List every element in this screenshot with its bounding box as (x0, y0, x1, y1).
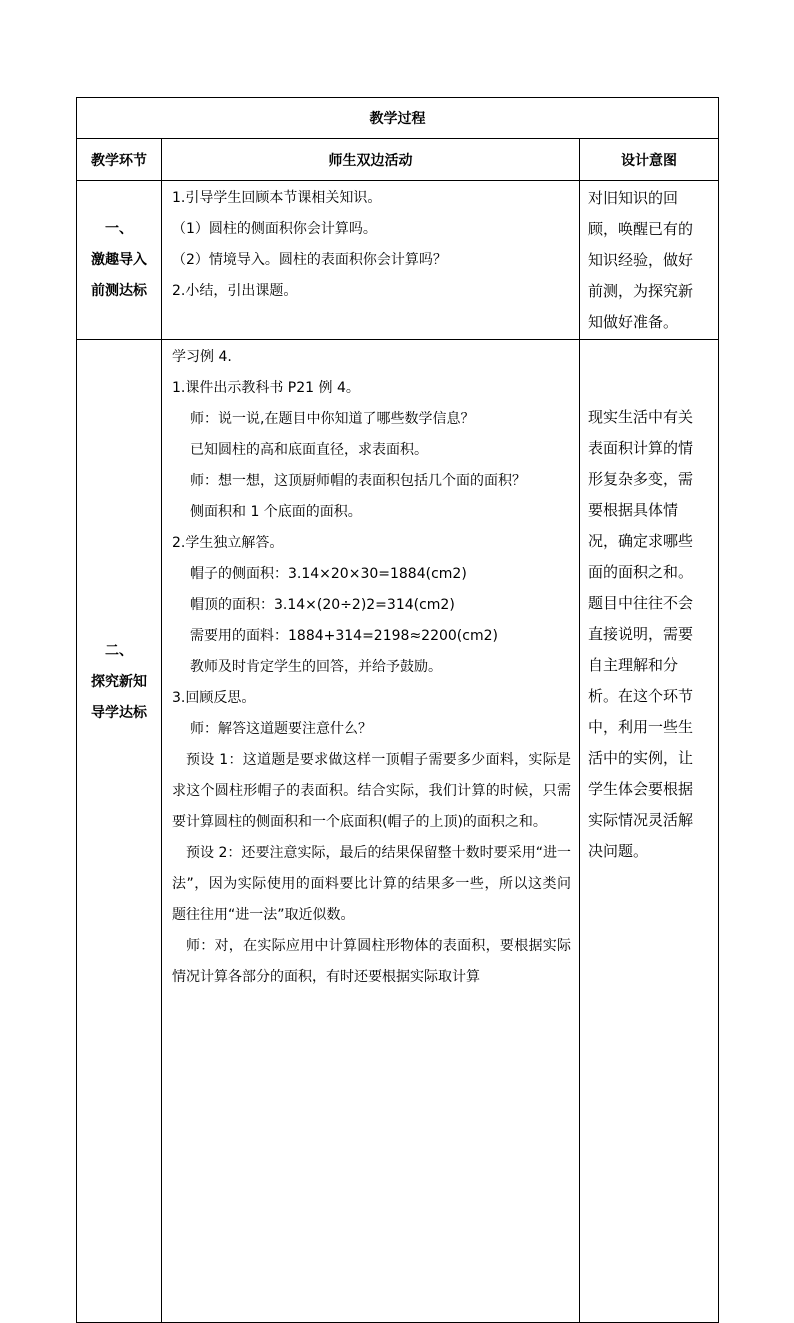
activity-2-line: 侧面积和 1 个底面的面积。 (190, 504, 362, 520)
design-2-line: 面的面积之和。 (588, 563, 694, 581)
activity-2-paragraph: 师：对，在实际应用中计算圆柱形物体的表面积，要根据实际情况计算各部分的面积，有时还要根据实际取计算 (172, 938, 571, 985)
design-2-line: 实际情况灵活解 (588, 811, 694, 829)
design-1-line: 知识经验，做好 (588, 251, 694, 269)
activity-2-line: 需要用的面料：1884+314=2198≈2200(cm2) (190, 628, 498, 644)
activity-2-line: 师：说一说,在题目中你知道了哪些数学信息？ (190, 411, 475, 427)
header-design: 设计意图 (580, 139, 719, 181)
stage-1-line-1: 激趣导入 (91, 251, 147, 268)
design-2-line: 自主理解和分 (588, 656, 679, 674)
design-2-line: 现实生活中有关 (588, 408, 694, 426)
activity-1-line: 2.小结，引出课题。 (172, 283, 298, 299)
activity-1-line: 1.引导学生回顾本节课相关知识。 (172, 190, 382, 206)
design-2-line: 表面积计算的情 (588, 439, 694, 457)
stage-2-number: 二、 (105, 643, 133, 659)
design-2-line: 析。在这个环节 (588, 687, 694, 705)
stage-1-line-2: 前测达标 (91, 282, 147, 299)
design-2-line: 况，确定求哪些 (588, 532, 694, 550)
activity-cell-1 (162, 181, 580, 340)
design-1-line: 顾，唤醒已有的 (588, 220, 694, 238)
activity-2-line: 已知圆柱的高和底面直径，求表面积。 (190, 442, 428, 458)
stage-cell-2 (77, 340, 162, 1323)
activity-2-line: 师：解答这道题要注意什么？ (190, 721, 372, 737)
design-2-line: 要根据具体情 (588, 501, 679, 519)
design-2-line: 直接说明，需要 (588, 625, 694, 643)
design-1-line: 对旧知识的回 (588, 189, 679, 207)
stage-2-line-1: 探究新知 (91, 674, 147, 690)
design-2-line: 中，利用一些生 (588, 718, 694, 736)
activity-2-line: 教师及时肯定学生的回答，并给予鼓励。 (190, 659, 442, 675)
design-2-line: 学生体会要根据 (588, 780, 694, 798)
activity-2-line: 2.学生独立解答。 (172, 535, 284, 551)
activity-2-paragraph: 预设 1：这道题是要求做这样一顶帽子需要多少面料，实际是求这个圆柱形帽子的表面积。结合实际，我们计算的时候，只需要计算圆柱的侧面积和一个底面积(帽子的上顶)的面积之和。 (172, 752, 571, 830)
activity-2-line: 学习例 4. (172, 349, 232, 365)
activity-2-line: 3.回顾反思。 (172, 690, 256, 706)
table-title: 教学过程 (77, 98, 719, 139)
activity-1-line: （1）圆柱的侧面积你会计算吗。 (172, 221, 377, 237)
stage-1-number: 一、 (105, 220, 133, 237)
design-2-line: 题目中往往不会 (588, 594, 694, 612)
activity-cell-2 (162, 340, 580, 1323)
design-2-line: 形复杂多变，需 (588, 470, 694, 488)
stage-cell-1 (77, 181, 162, 340)
design-cell-2 (580, 340, 719, 1323)
activity-2-line: 师：想一想，这顶厨师帽的表面积包括几个面的面积？ (190, 473, 526, 489)
activity-1-line: （2）情境导入。圆柱的表面积你会计算吗？ (172, 252, 447, 268)
design-2-line: 活中的实例，让 (588, 749, 694, 767)
design-1-line: 前测，为探究新 (588, 282, 694, 300)
header-activity: 师生双边活动 (162, 139, 580, 181)
activity-2-line: 1.课件出示教科书 P21 例 4。 (172, 380, 360, 396)
activity-2-line: 帽子的侧面积：3.14×20×30=1884(cm2) (190, 566, 467, 582)
design-cell-1 (580, 181, 719, 340)
activity-2-paragraph: 预设 2：还要注意实际，最后的结果保留整十数时要采用“进一法”，因为实际使用的面料要比计算的结果多一些，所以这类问题往往用“进一法”取近似数。 (172, 845, 571, 923)
teaching-process-table (76, 97, 719, 1323)
design-1-line: 知做好准备。 (588, 313, 679, 331)
activity-2-line: 帽顶的面积：3.14×(20÷2)2=314(cm2) (190, 597, 455, 613)
header-stage: 教学环节 (77, 139, 162, 181)
stage-2-line-2: 导学达标 (91, 705, 147, 721)
design-2-line: 决问题。 (588, 842, 649, 860)
